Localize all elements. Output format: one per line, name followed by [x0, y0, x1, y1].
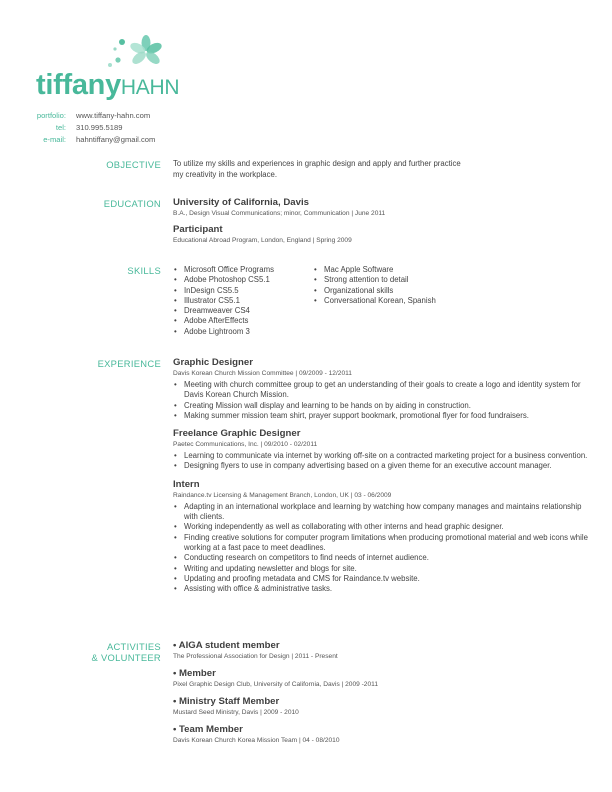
job-title: Intern	[173, 478, 200, 490]
job-organization: Raindance.tv Licensing & Management Branch, London, UK | 03 - 06/2009	[173, 491, 392, 499]
objective-label: OBJECTIVE	[106, 159, 161, 170]
contact-label: e-mail:	[43, 135, 66, 144]
job-duties-list	[173, 380, 593, 421]
job-title: Freelance Graphic Designer	[173, 428, 301, 440]
job-organization: Davis Korean Church Mission Committee | 09/2009 - 12/2011	[173, 370, 352, 377]
education-label: EDUCATION	[103, 198, 161, 209]
job-duty: • Finding creative solutions for computer program limitations when producing promotional material and web icons while working at a fast pace to meet deadlines.	[173, 533, 593, 554]
skills-column-1	[173, 265, 313, 337]
activity-title: • AIGA student member	[173, 640, 280, 651]
skill-item: • Adobe Lightroom 3	[173, 327, 313, 337]
job-duties-list	[173, 451, 593, 472]
skills-block	[173, 265, 593, 337]
job-entry	[173, 357, 593, 421]
activity-detail: Davis Korean Church Korea Mission Team | 04 - 08/2010	[173, 737, 340, 744]
skill-item: • Strong attention to detail	[313, 275, 453, 285]
skill-item: • Dreamweaver CS4	[173, 306, 313, 316]
activity-detail: Mustard Seed Ministry, Davis | 2009 - 2010	[173, 709, 299, 716]
objective-line: my creativity in the workplace.	[173, 169, 277, 179]
contact-label: portfolio:	[36, 111, 66, 120]
job-duty: • Updating and proofing metadata and CMS for Raindance.tv website.	[173, 574, 593, 584]
activity-title: • Team Member	[173, 724, 243, 735]
job-duty: • Working independently as well as collaborating with other interns and head graphic designer.	[173, 522, 593, 532]
program-title: Participant	[173, 224, 223, 235]
experience-label: EXPERIENCE	[97, 358, 161, 369]
skill-item: • Illustrator CS5.1	[173, 296, 313, 306]
skill-item: • InDesign CS5.5	[173, 286, 313, 296]
activity-entry	[173, 696, 593, 717]
skill-item: • Mac Apple Software	[313, 265, 453, 275]
school-detail: B.A., Design Visual Communications; minor, Communication | June 2011	[173, 210, 386, 217]
activities-label-line: & VOLUNTEER	[91, 652, 161, 663]
education-block	[173, 197, 593, 245]
activity-detail: Pixel Graphic Design Club, University of California, Davis | 2009 -2011	[173, 681, 378, 688]
job-duty: • Making summer mission team shirt, prayer support bookmark, promotional flyer for food fundraisers.	[173, 411, 593, 421]
job-organization: Paetec Communications, Inc. | 09/2010 - 02/2011	[173, 441, 318, 449]
last-name: HAHN	[120, 76, 180, 99]
first-name: tiffany	[36, 69, 121, 101]
job-duty: • Creating Mission wall display and learning to be hands on by aiding in construction.	[173, 401, 593, 411]
job-title: Graphic Designer	[173, 357, 253, 368]
job-entry	[173, 479, 593, 595]
activity-entry	[173, 668, 593, 689]
skill-item: • Organizational skills	[313, 286, 453, 296]
job-duty: • Meeting with church committee group to get an understanding of their goals to create a logo and identity system for Davis Korean Church Mission.	[173, 380, 593, 401]
skill-item: • Adobe Photoshop CS5.1	[173, 275, 313, 285]
job-duty: • Writing and updating newsletter and blogs for site.	[173, 564, 593, 574]
school-name: University of California, Davis	[173, 197, 309, 208]
skills-column-2	[313, 265, 453, 337]
activity-entry	[173, 640, 593, 661]
job-duty: • Learning to communicate via internet by working off-site on a contracted marketing project for a business convention.	[173, 451, 593, 461]
job-duties-list	[173, 502, 593, 595]
phone-number: 310.995.5189	[76, 123, 123, 132]
activities-block	[173, 640, 593, 745]
activities-label-line: ACTIVITIES	[106, 641, 161, 652]
activity-entry	[173, 724, 593, 745]
activities-label	[92, 641, 161, 663]
contact-row-portfolio	[20, 110, 155, 122]
skill-item: • Adobe AfterEffects	[173, 316, 313, 326]
activity-title: • Member	[173, 668, 216, 679]
skill-item: • Microsoft Office Programs	[173, 265, 313, 275]
job-duty: • Designing flyers to use in company advertising based on a given theme for an executive account manager.	[173, 461, 593, 471]
email-link[interactable]: hahntiffany@gmail.com	[76, 135, 156, 144]
contact-row-email	[20, 134, 155, 146]
experience-block	[173, 357, 593, 594]
portfolio-link[interactable]: www.tiffany-hahn.com	[76, 111, 151, 120]
contact-label: tel:	[55, 123, 66, 132]
contact-row-tel	[20, 122, 155, 134]
job-entry	[173, 428, 593, 472]
job-duty: • Assisting with office & administrative tasks.	[173, 584, 593, 594]
name-heading	[36, 70, 179, 103]
activity-detail: The Professional Association for Design | 2011 - Present	[173, 653, 338, 660]
job-duty: • Adapting in an international workplace and learning by watching how company manages and maintains relationship with clients.	[173, 502, 593, 523]
job-duty: • Conducting research on competitors to find needs of internet audience.	[173, 553, 593, 563]
skills-label: SKILLS	[127, 265, 161, 276]
contact-info	[20, 110, 155, 146]
activity-title: • Ministry Staff Member	[173, 696, 280, 707]
skill-item: • Conversational Korean, Spanish	[313, 296, 453, 306]
program-detail: Educational Abroad Program, London, England | Spring 2009	[173, 237, 352, 244]
objective-text	[173, 159, 593, 180]
objective-line: To utilize my skills and experiences in graphic design and apply and further practice	[173, 159, 461, 168]
